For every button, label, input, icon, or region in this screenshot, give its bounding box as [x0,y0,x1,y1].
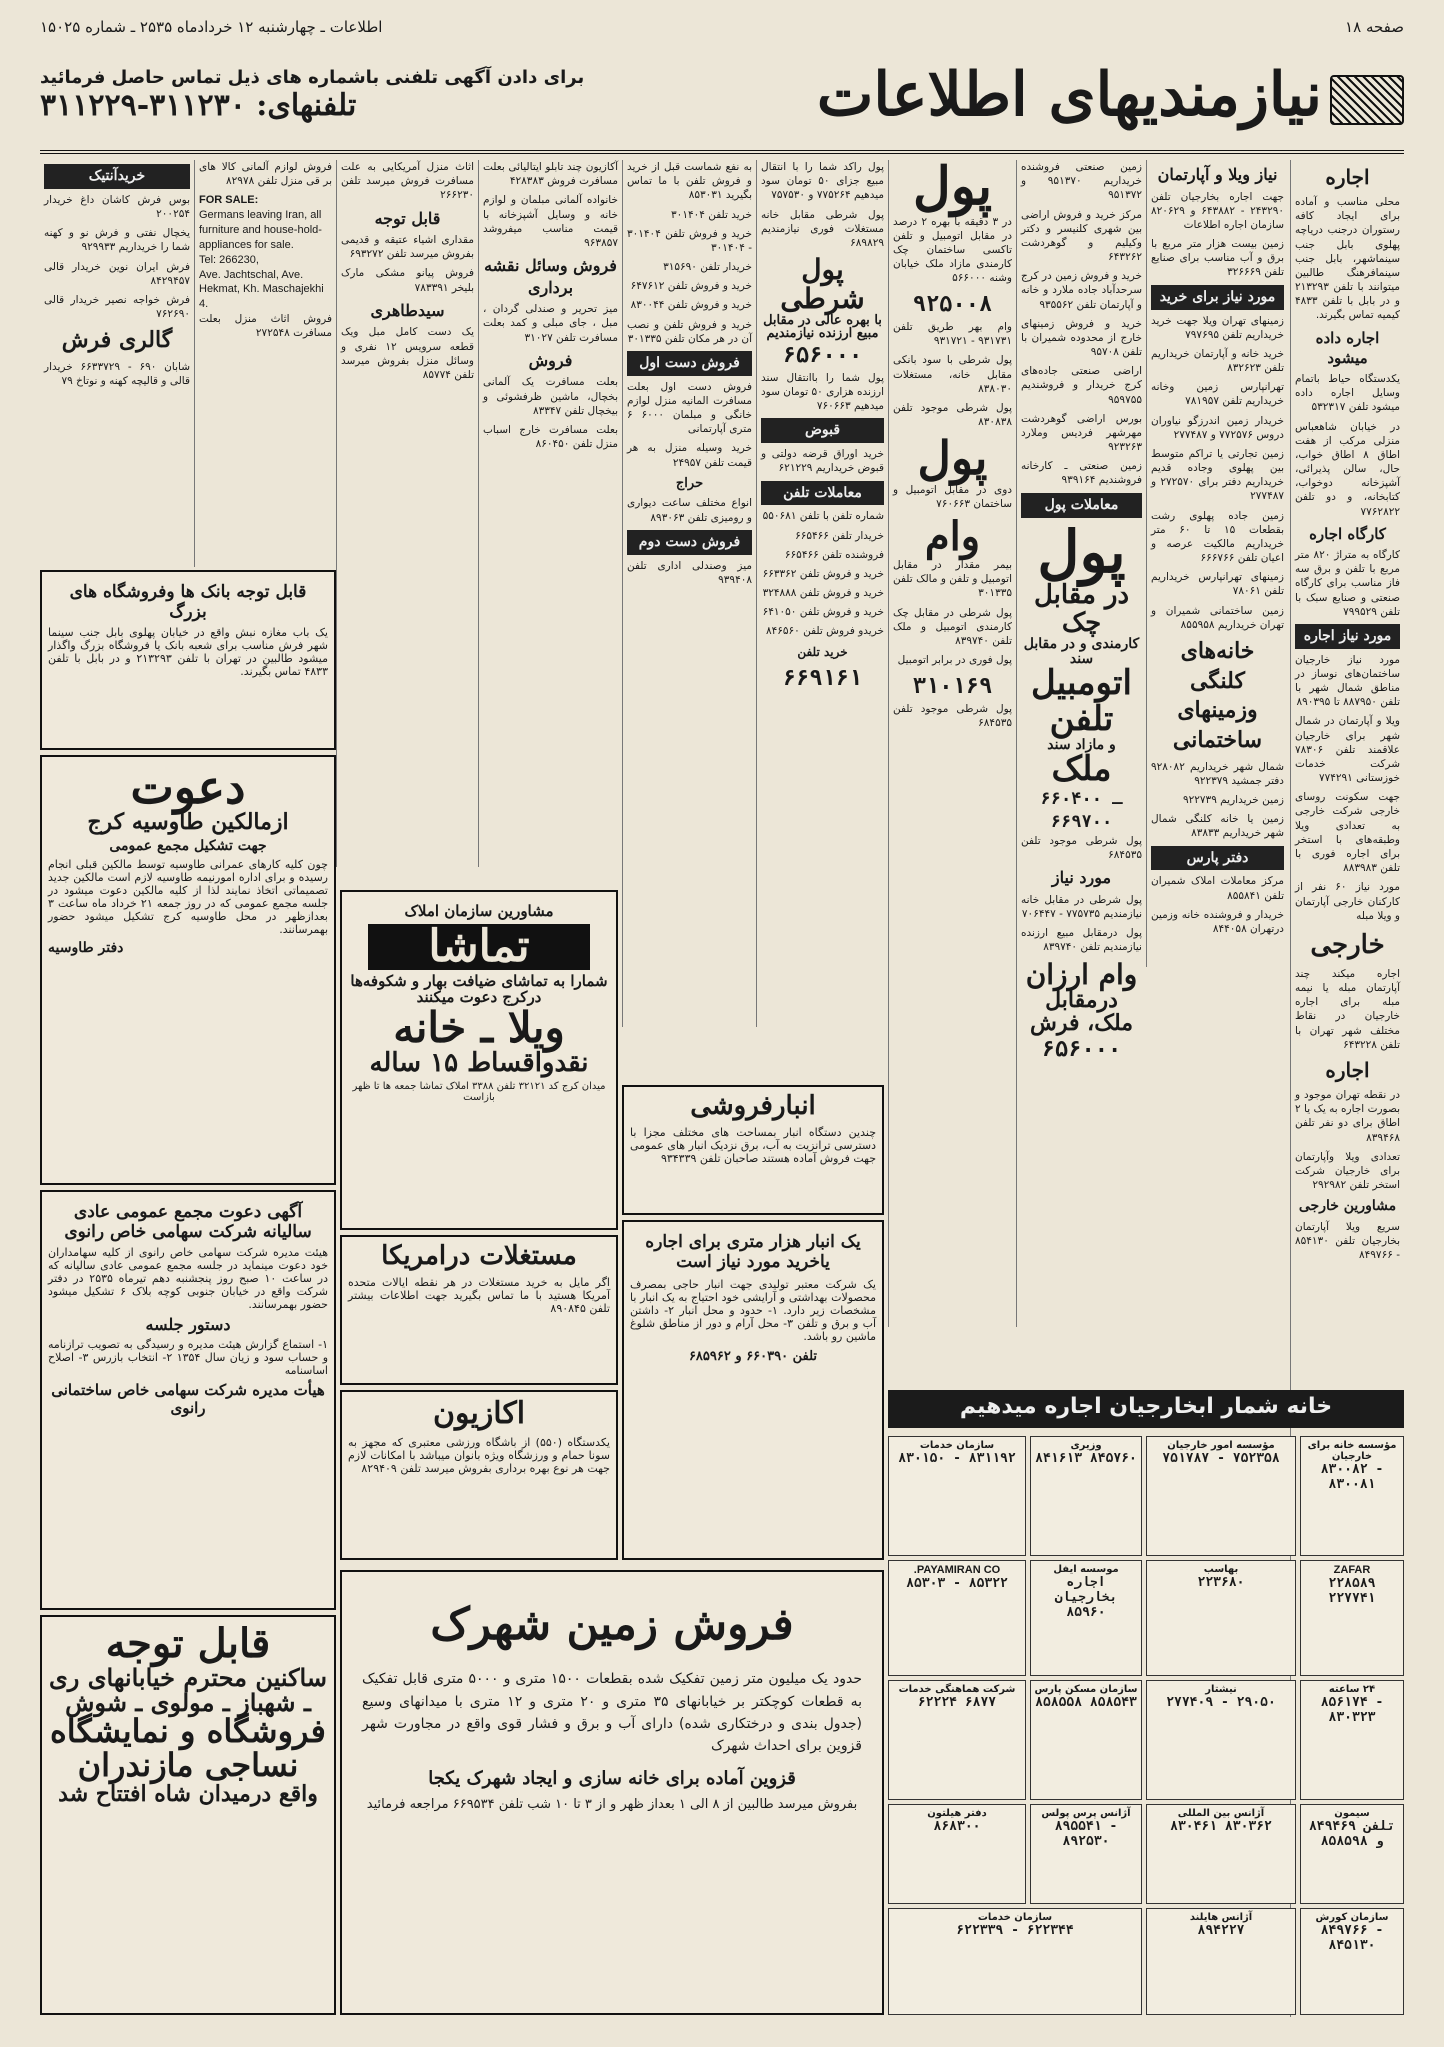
ad-text: در خیابان شاهعباس منزلی مرکب از هفت اطاق ۸ اطاق خواب، حال، سالن پذیرائی، آشپزخانه دوخواب، کتابخانه، و دو تلفن ۷۷۶۲۸۲۲ [1295,420,1400,518]
heading-advisors: مشاورین خارجی [1298,1198,1397,1215]
money-title: پول [912,160,993,217]
ad-text: زمین خریداریم ۹۲۲۷۳۹ [1183,794,1284,807]
ad-text: خرید و فروش زمین در کرج سرحدآباد جاده ملارد و خانه و آپارتمان تلفن ۹۳۵۵۶۲ [1021,270,1142,311]
ad-text: فروش دست اول بعلت مسافرت المانیه منزل لوازم خانگی و مبلمان ۶۰۰۰ ۶ متری آپارتمانی [627,380,752,436]
usa-title: مستغلات درامریکا [381,1241,577,1271]
ad-text: زمینهای تهران ویلا جهت خرید خریداریم تلفن ۷۹۷۶۹۵ [1151,314,1284,341]
ad-text: پول شما را باانتقال سند ارزنده هزاری ۵۰ تومان سود میدهیم ۷۶۰۶۶۳ [761,371,884,413]
english-ad [199,193,332,312]
invitation-notice [40,755,336,1185]
warehouse-rent-phones: تلفن ۶۶۰۳۹۰ و ۶۸۵۹۶۲ [688,1349,818,1364]
column-2 [1146,160,1288,967]
heading-survey-sale: فروش وسائل نقشه برداری [484,256,617,297]
column-10 [40,160,194,567]
cond-money: پول شرطی [780,253,865,316]
ad-text: ویلا و آپارتمان در شمال شهر برای خارجیان علاقمند تلفن ۷۸۳۰۶ شرکت خدمات خوزستانی ۷۷۴۲۹۱ [1295,715,1400,785]
warehouse-rent-body: یک شرکت معتبر تولیدی جهت انبار حاجی بمصرف محصولات بهداشتی و آرایشی خود احتیاج به یک انبار با مشخصات زیر دارد. ۱- حدود و محل انبار ۲- داشتن آب و برق و تلفن ۳- محل آرام و دور از مناطق شلوغ ماشین رو باشد. [630,1278,877,1343]
money-deed: و مازاد سند [1047,736,1116,753]
column-7 [478,160,622,867]
invite-sign: دفتر طاوسیه [48,940,124,957]
attention-store: فروشگاه و نمایشگاه [50,1712,326,1751]
cheap-loan-against: درمقابل [1045,987,1118,1013]
loan-title: وام [924,512,981,560]
ad-text: آکازیون چند تابلو ایتالیائی بعلت مسافرت فروش ۴۲۸۳۸۳ [483,161,618,188]
money-phone: تلفن [1049,699,1114,740]
dateline: اطلاعات ـ چهارشنبه ۱۲ خردادماه ۲۵۳۵ ـ شماره ۱۵۰۲۵ [40,18,383,36]
cond-money-desc: با بهره عالی در مقابل مبیع ارزنده نیازمندیم [763,312,882,342]
ad-text: خرید تلفن ۳۰۱۴۰۴ [671,208,752,221]
ad-text: خرید و فروش تلفن ۸۳۰۰۴۴ [630,299,752,312]
cond-money-phone: ۶۵۶۰۰۰ [782,343,863,369]
usa-body: اگر مایل به خرید مستغلات در هر نقطه ایالات متحده آمریکا هستید با ما تماس بگیرید جهت اطلاعات بیشتر تلفن ۸۹۰۸۴۵ [348,1276,610,1316]
rental-ad-8: PAYAMIRAN CO. ۸۵۳۰۳ - ۸۵۳۲۲ [888,1560,1026,1676]
ad-text: شابان ۶۹۰ - ۶۶۳۳۷۲۹ خریدار قالی و قالیچه کهنه و نوتاخ ۷۹ [44,360,191,388]
shahrak-body: حدود یک میلیون متر زمین تفکیک شده بقطعات ۱۵۰۰ متری و ۵۰۰۰ متری قابل تفکیک به قطعات کوچکتر بر خیابانهای ۳۵ متری و ۲۰ متری و ۱۲ متری با میدانهای وسیع (جدول بندی و درختکاری شده) دارای آب و برق و فشار قوی واقع در مجاورت شهر قزوین برای احداث شهرک [362,1671,862,1755]
rental-ad-9: ۲۴ ساعته ۸۵۶۱۷۴ - ۸۳۰۳۲۳ [1300,1680,1404,1800]
heading-rent-2: اجاره [1325,1057,1370,1082]
big-phone-label: خرید تلفن [797,644,848,659]
rental-ad-15: آژانس پرس پولس ۸۹۵۵۴۱ - ۸۹۲۵۳۰ [1030,1804,1142,1904]
rental-ad-17: سازمان کورش ۸۴۹۷۶۶ - ۸۴۵۱۳۰ [1300,1908,1404,2015]
invite-sub: ازمالکین طاوسیه کرج [87,809,289,836]
ad-text: میز وصندلی اداری تلفن ۹۳۹۴۰۸ [627,559,752,586]
ad-text: پول فوری در برابر اتومبیل [897,654,1012,667]
usa-realty-ad [340,1235,618,1385]
ad-text: خرید و فروش تلفن ۶۶۳۳۶۲ [762,567,884,580]
heading-first-hand: فروش دست اول [627,351,752,376]
agenda-title: دستور جلسه [145,1315,231,1334]
ad-text: به نفع شماست قبل از خرید و فروش تلفن با ما تماس بگیرید ۸۵۳۰۳۱ [627,161,752,202]
attention-name: نساجی مازندران [77,1745,299,1784]
ad-text: مرکز خرید و فروش اراضی بین شهری کلنیسر و دکتر وکیلیم و گوهردشت ۶۴۳۲۶۲ [1021,208,1142,264]
ad-text: خریدار تلفن ۳۱۵۶۹۰ [663,261,752,274]
ad-text: اراضی صنعتی جاده‌های کرج خریدار و فروشندیم ۹۵۹۷۵۵ [1021,365,1142,406]
rental-ad-14: آژانس بین المللی ۸۳۰۴۶۱ ۸۳۰۳۶۲ [1146,1804,1296,1904]
notice-body: هیئت مدیره شرکت سهامی خاص رانوی از کلیه سهامداران خود دعوت مینماید در جلسه مجمع عمومی عادی سالیانه که در ساعت ۱۰ صبح روز پنجشنبه دهم تیرماه ۲۵۳۵ در دفتر شرکت واقع در خیابان جنوبی کوچه بلاک ۶ تشکیل میشود حضور بهمرسانند. [48,1246,328,1311]
agenda-body: ۱- استماع گزارش هیئت مدیره و رسیدگی به تصویب ترازنامه و حساب سود و زیان سال ۱۳۵۴ ۲- انتخاب بازرس ۳- اصلاح اساسنامه [48,1338,329,1377]
gallery-title: گالری فرش [61,327,173,354]
ad-text: محلی مناسب و آماده برای ایجاد کافه رستوران درجنب دریاچه پهلوی بابل جنب سینماشهر، بابل جنب سینمافرهنگ طالبین میتوانند با تلفن ۲۱۳۲۹۳ و در بابل با تلفن ۴۸۳۳ کیمیه تماس بگیرند. [1295,196,1400,322]
rentals-banner: خانه شمار ابخارجیان اجاره میدهیم [888,1390,1404,1428]
tamasha-terms: نقدواقساط ۱۵ ساله [369,1047,589,1078]
ad-text: فروش اثاث منزل بعلت مسافرت ۲۷۲۵۴۸ [199,313,332,340]
tamasha-body: شمارا به تماشای ضیافت بهار و شکوفه‌ها درکرج دعوت میکنند [350,972,608,1006]
ad-text: زمین صنعتی فروشنده خریداریم ۹۵۱۳۷۰ و ۹۵۱۳۷۲ [1021,161,1142,202]
cheap-loan-goods: ملک، فرش [1029,1010,1134,1037]
money-staff: کارمندی و در مقابل سند [1023,635,1140,667]
ad-text: خرید خانه و آپارتمان خریداریم تلفن ۸۳۲۶۲۳ [1151,347,1284,375]
rental-ad-3: وزیری ۸۴۱۶۱۳ ۸۴۵۷۶۰ [1030,1436,1142,1556]
ad-text: یک دست کامل مبل ویک قطعه سرویس ۱۲ نفری و وسائل منزل بفروش میرسد تلفن ۸۵۷۷۴ [341,326,474,381]
rental-ad-6: بهاسب ۲۲۳۶۸۰ [1146,1560,1296,1676]
ad-text: تعدادی ویلا وآپارتمان برای خارجیان شرکت استخر تلفن ۲۹۲۹۸۲ [1295,1150,1400,1192]
rental-ad-5: ZAFAR ۲۲۸۵۸۹ ۲۲۷۷۴۱ [1300,1560,1404,1676]
warehouse-body: چندین دستگاه انبار بمساحت های مختلف مجزا با دسترسی ترانزیت به آب، برق نزدیک انبار های عمومی جهت فروش آماده هستند صاحبان تلفن ۹۳۴۳۳۹ [630,1126,876,1166]
shahrak-title: فروش زمین شهرک [430,1599,794,1650]
column-4 [888,160,1016,1327]
heading-need-buy: مورد نیاز برای خرید [1151,285,1284,310]
invite-title: دعوت [130,760,246,814]
invite-body: چون کلیه کارهای عمرانی طاوسیه توسط مالکین قبلی انجام رسیده و برای اداره امورنیمه طاوسیه لازم است مالکین جدید تصمیماتی اتخاذ نمایند لذا از کلیه مالکین دعوت میشود در جلسه مجمع عمومی که در روز جمعه ۲۱ خرداد ماه ساعت ۳ بعدازظهر در محل طاوسیه کرج تشکیل میشود حضور بهمرسانند. [48,858,328,937]
column-3 [1016,160,1146,1327]
heading-need: مورد نیاز [1051,868,1112,888]
ad-text: پول شرطی مقابل خانه مستغلات فوری نیازمندیم ۶۸۹۸۲۹ [761,208,884,249]
ad-text: زمین جاده پهلوی رشت بقطعات ۱۵ تا ۶۰ متر خریداریم مالکیت عرصه و اعیان تلفن ۶۶۶۷۶۶ [1151,509,1284,565]
ad-text: مورد نیاز خارجیان ساختمان‌های نوساز در مناطق شمال شهر با تلفن ۸۸۷۹۵۰ تا ۸۹۰۳۹۵ [1295,653,1400,709]
english-ad-title: FOR SALE: [199,194,259,207]
ad-text: تهرانپارس زمین وخانه خریداریم تلفن ۷۸۱۹۵۷ [1151,381,1284,408]
money-car: اتومبیل [1031,663,1132,704]
ad-text: خرید اوراق قرضه دولتی و قبوض خریداریم ۶۲۱۲۲۹ [761,448,884,475]
masthead [40,40,1404,154]
occasion-ad [340,1390,618,1560]
ad-text: بعلت مسافرت یک آلمانی بخچال، ماشین ظرفشوئی و بیخچال تلفن ۸۳۳۴۷ [483,376,618,417]
ad-text: مقداری اشیاء عتیقه و قدیمی بفروش میرسد تلفن ۶۹۳۲۷۲ [341,234,474,261]
rental-ad-7: موسسه ایفل اجاره بخارجیان ۸۵۹۶۰ [1030,1560,1142,1676]
ad-text: شمال شهر خریداریم ۹۲۸۰۸۲ دفتر جمشید ۹۲۲۳۷۹ [1151,760,1284,787]
tamasha-ad [340,890,618,1230]
shahrak-phone: بفروش میرسد طالبین از ۸ الی ۱ بعداز ظهر و از ۳ تا ۱۰ شب تلفن ۶۶۹۵۳۴ مراجعه فرمائید [366,1796,858,1812]
heading-sayed: سیدطاهری [370,300,445,320]
ad-text: کارگاه به متراژ ۸۲۰ متر مربع با تلفن و برق سه فاز مناسب برای کارگاه صنعتی و صنایع سبک با تلفن ۷۹۹۵۲۹ [1295,549,1400,618]
ad-text: یخچال نفتی و فرش نو و کهنه شما را خریداریم ۹۲۹۹۳۳ [44,227,190,254]
page-label: صفحه ۱۸ [1345,18,1404,36]
ad-text: فروشنده تلفن ۶۶۵۴۶۶ [784,548,884,561]
tamasha-top: مشاورین سازمان املاک [404,902,554,920]
page-strip [40,12,1404,42]
heading-phone-deals: معاملات تلفن [761,481,884,506]
ad-text: خرید و فروش زمینهای خارج از محدوده شمیران با تلفن ۹۵۷۰۸ [1021,317,1142,359]
money-title-2: پول [917,431,988,486]
occasion-body: یکدستگاه (۵۵۰) از باشگاه ورزشی معتبری که مجهز به سونا حمام و ورزشگاه ویژه بانوان میباشد با امکانات لازم جهت هر نوع بهره برداری بفروش میرسد تلفن ۸۲۹۴۰۹ [348,1435,610,1475]
heading-houses: خانه‌های کلنگی وزمینهای ساختمانی [1172,637,1263,754]
banks-notice [40,570,336,750]
column-8 [336,160,478,867]
ettelaat-logo-icon [1330,75,1404,125]
assembly-notice [40,1190,336,1610]
rental-ad-1: مؤسسه خانه برای خارجیان ۸۳۰۰۸۲ - ۸۳۰۰۸۱ [1300,1436,1404,1556]
ad-text: پول راکد شما را با انتقال مبیع جزای ۵۰ تومان سود میدهیم ۷۷۵۲۶۴ و ۷۵۷۵۳۰ [761,161,884,202]
tamasha-brand: تماشا [368,924,590,970]
heading-attention: قابل توجه [374,208,441,228]
ad-text: خریدار تلفن ۶۶۵۴۶۶ [795,529,884,542]
ad-text: اثاث منزل آمریکایی به علت مسافرت فروش میرسد تلفن ۲۶۶۲۳۰ [341,161,474,202]
ad-text: جهت سکونت روسای خارجی شرکت خارجی به تعدادی ویلا وطبقه‌های با استخر برای اجاره فوری با تلفن ۸۸۳۹۸۳ [1295,791,1400,875]
tamasha-address: میدان کرج کد ۳۲۱۲۱ تلفن ۳۳۸۸ املاک تماشا جمعه ها تا ظهر بازاست [352,1081,606,1104]
warehouse-title: انبارفروشی [690,1091,816,1121]
notice-title: آگهی دعوت مجمع عمومی عادی سالیانه شرکت سهامی خاص رانوی [64,1202,312,1242]
big-number-1: ۹۲۵۰۰۸ [912,292,993,318]
ad-text: سریع ویلا آپارتمان بخارجیان تلفن ۸۵۴۱۳۰ - ۸۴۹۷۶۶ [1295,1221,1400,1262]
ad-text: مورد نیاز ۶۰ نفر از کارکنان خارجی آپارتمان و ویلا مبله [1295,881,1400,922]
english-ad-address: Ave. Jachtschal, Ave. Hekmat, Kh. Maschajekhi 4. [199,268,324,311]
ad-text: مرکز معاملات املاک شمیران تلفن ۸۵۵۸۴۱ [1151,875,1284,902]
english-ad-tel: Tel: 266230, [199,253,259,266]
big-money-word: پول [1037,517,1126,586]
ad-text: بورس اراضی گوهردشت مهرشهر فردیس وملارد ۹۲۳۲۶۳ [1021,412,1142,454]
heading-workshop: کارگاه اجاره [1309,524,1386,543]
ad-text: زمین بیست هزار متر مربع با برق و آب مناسب برای صنایع تلفن ۳۲۶۶۶۹ [1151,238,1284,279]
ad-text: بوس فرش کاشان داغ خریدار ۲۰۰۲۵۴ [44,193,190,221]
ad-text: شماره تلفن با تلفن ۵۵۰۶۸۱ [762,510,884,523]
ad-text: خرید و فروش تلفن ۶۴۱۰۵۰ [762,606,884,619]
heading-auction: حراج [675,475,704,491]
ad-text: میز تحریر و صندلی گردان ، مبل ، جای مبلی و کمد بعلت مسافرت تلفن ۳۱۰۲۷ [483,303,618,344]
heading-need-rent: مورد نیاز اجاره [1295,624,1400,649]
heading-money-deals: معاملات پول [1021,493,1142,518]
rental-ad-2: مؤسسه امور خارجیان ۷۵۱۷۸۷ - ۷۵۲۳۵۸ [1146,1436,1296,1556]
heading-sale: فروش [528,350,573,370]
ad-text: خریدار و فروشنده خانه وزمین درتهران ۸۴۴۰۵۸ [1151,908,1284,935]
money-phones: ۶۶۰۴۰۰ ـ ۶۶۹۷۰۰ [1040,789,1123,833]
ad-text: زمین صنعتی ـ کارخانه فروشندیم ۹۳۹۱۶۴ [1021,460,1142,487]
ad-text: پول شرطی موجود تلفن ۸۳۰۸۳۸ [893,402,1012,429]
big-phone-number: ۶۶۹۱۶۱ [782,665,863,691]
ad-text: دوی در مقابل اتومبیل و ساختمان ۷۶۰۶۶۳ [893,483,1012,510]
warehouse-rent-title: یک انبار هزار متری برای اجاره یاخرید مورد نیاز است [645,1232,861,1272]
ad-text: خرید وسیله منزل به هر قیمت تلفن ۲۴۹۵۷ [627,442,752,469]
ad-text: وام بهر طریق تلفن ۹۳۱۷۳۱ - ۹۳۱۷۲۱ [893,321,1012,348]
banks-title: قابل توجه بانک ها وفروشگاه های بزرگ [69,582,307,622]
ad-text: زمین تجارتی یا تراکم متوسط بین پهلوی وجاده قدیم خریداریم دفتر برای ۲۷۲۵۷۰ و ۲۷۷۴۸۷ [1151,447,1284,503]
warehouse-sale-ad [622,1085,884,1215]
occasion-title: اکازیون [432,1396,526,1431]
ad-text: انواع مختلف ساعت دیواری و رومیزی تلفن ۸۹۳۰۶۳ [627,497,752,524]
heading-villa: نیاز ویلا و آپارتمان [1157,165,1278,184]
rental-ad-18: آژانس هایلند ۸۹۴۲۲۷ [1146,1908,1296,2015]
ad-text: بیمر مقدار در مقابل اتومبیل و تلفن و مالک تلفن ۳۰۱۳۳۵ [893,558,1012,600]
phone-instruction: برای دادن آگهی تلفنی باشماره های ذیل تماس حاصل فرمائید [40,67,585,88]
masthead-title: نیازمندیهای اطلاعات [817,60,1404,130]
column-5 [756,160,888,1027]
ad-text: خریدو فروش تلفن ۸۴۶۵۶۰ [765,625,884,638]
ad-text: در ۳ دقیقه با بهره ۲ درصد در مقابل اتومبیل و تلفن تاکسی ساختمان چک کارمندی مازاد ملک خیابان وشنه ۵۶۶۰۰۰ [893,215,1012,285]
rental-ad-4: سازمان خدمات ۸۳۰۱۵۰ - ۸۳۱۱۹۲ [888,1436,1026,1556]
attention-title: قابل توجه [105,1620,271,1667]
rental-ad-10: نیشتار ۲۷۷۴۰۹ - ۲۹۰۵۰ [1146,1680,1296,1800]
ad-text: فروش لوازم آلمانی کالا های بر قی منزل تلفن ۸۲۹۷۸ [199,161,332,188]
ad-text: خرید و فروش تلفن ۳۲۴۸۸۸ [762,587,884,600]
invite-heading: جهت تشکیل مجمع عمومی [109,838,267,855]
money-property: ملک [1051,749,1112,790]
ad-text: زمینهای تهرانپارس خریداریم تلفن ۷۸۰۶۱ [1151,571,1284,598]
tamasha-villa: ویلا ـ خانه [393,1002,565,1052]
ad-text: خانواده آلمانی مبلمان و لوازم خانه و وسایل آشپزخانه با قیمت مناسب میفروشد ۹۶۳۸۵۷ [483,194,618,249]
heading-rent: اجاره [1325,165,1370,189]
ad-text: فرش ایران نوین خریدار قالی ۸۴۲۹۴۵۷ [44,260,190,287]
phone-numbers: تلفنهای: ۳۱۱۲۳۰-۳۱۱۲۲۹ [40,88,357,123]
heading-antique: خریدآنتیک [44,164,190,189]
cheap-loan-phone: ۶۵۶۰۰۰ [1041,1037,1122,1063]
money-against-cheque: در مقابل چک [1033,580,1130,638]
ad-text: پول درمقابل مبیع ارزنده نیازمندیم تلفن ۸۳۹۷۴۰ [1021,927,1142,954]
ad-text: پول شرطی موجود تلفن ۶۸۴۵۳۵ [893,702,1012,730]
column-9 [194,160,336,567]
ad-text: خرید و فروش تلفن و نصب آن در هر مکان تلفن ۳۰۱۳۳۵ [627,318,752,345]
notice-sign: هیأت مدیره شرکت سهامی خاص ساختمانی رانوی [51,1381,325,1417]
ad-text: جهت اجاره بخارجیان تلفن ۲۴۳۲۹۰ - ۶۴۳۸۸۲ و ۸۲۰۶۲۹ سازمان اجاره اطلاعات [1151,190,1284,231]
ad-text: فروش پیانو مشکی مارک بلیخر ۷۸۳۳۹۱ [341,267,474,294]
rental-ad-11: سازمان مسکن پارس ۸۵۸۵۵۸ ۸۵۸۵۴۳ [1030,1680,1142,1800]
rental-ad-16: دفتر هیلتون ۸۶۸۳۰۰ [888,1804,1026,1904]
heading-second-hand: فروش دست دوم [627,530,752,555]
ad-text: اجاره میکند چند آپارتمان مبله یا نیمه مبله برای اجاره خارجیان در نقاط مختلف شهر تهران با تلفن ۶۴۳۲۲۸ [1295,967,1400,1051]
rental-ad-12: شرکت هماهنگی خدمات ۶۲۲۲۴ ۶۸۷۷ [888,1680,1026,1800]
attention-body: ساکنین محترم خیابانهای ری ـ شهباز ـ مولوی ـ شوش [49,1663,327,1718]
ad-text: خرید و فروش تلفن ۶۴۷۶۱۲ [630,280,752,293]
ad-text: خریدار زمین اندرزگو نیاوران دروس ۷۷۲۵۷۶ و ۲۷۷۴۸۷ [1151,414,1284,441]
shahrak-land-ad [340,1570,884,2015]
shahrak-sub: قزوین آماده برای خانه سازی و ایجاد شهرک یکجا [428,1767,796,1789]
ad-text: پول شرطی با سود بانکی مقابل خانه، مستغلات ۸۳۸۰۳۰ [893,354,1012,395]
ad-text: در نقطه تهران موجود و بصورت اجاره به یک یا ۲ اطاق برای دو نفر تلفن ۸۳۹۴۶۸ [1295,1088,1400,1144]
english-ad-body: Germans leaving Iran, all furniture and house-hold-appliances for sale. [199,209,322,251]
ad-text: زمین یا خانه کلنگی شمال شهر خریداریم ۸۳۸۳۳ [1151,813,1284,840]
heading-pars-office: دفتر پارس [1151,846,1284,871]
rental-ad-13: سیمون تلفن ۸۴۹۴۶۹ و ۸۵۸۵۹۸ [1300,1804,1404,1904]
ad-text: بعلت مسافرت خارج اسباب منزل تلفن ۸۶۰۴۵۰ [483,423,618,451]
ad-text: پول شرطی موجود تلفن ۶۸۴۵۳۵ [1021,834,1142,862]
column-6 [622,160,756,1027]
ad-text: یکدستگاه حیاط باتمام وسایل اجاره داده میشود تلفن ۵۳۲۳۱۷ [1295,373,1400,414]
attention-location: واقع درمیدان شاه افتتاح شد [58,1780,318,1807]
cheap-loan: وام ارزان [1025,957,1138,991]
heading-foreign: خارجی [1310,929,1385,960]
masthead-phones [40,67,584,123]
ad-text: پول شرطی در مقابل خانه نیازمندیم ۷۷۵۷۳۵ - ۷۰۶۴۴۷ [1021,893,1142,921]
attention-ad [40,1615,336,2015]
heading-cheques: قبوض [761,418,884,443]
ad-text: زمین ساختمانی شمیران و تهران خریداریم ۸۵۵۹۵۸ [1151,604,1284,631]
banks-body: یک باب مغازه نبش واقع در خیابان پهلوی بابل جنب سینما شهر فرش مناسب برای شعبه بانک یا فروشگاه بزرگ واگذار میشود طالبین در تهران با تلفن ۲۱۳۲۹۳ و در بابل با تلفن ۴۸۳۳ تماس بگیرند. [48,626,328,678]
heading-rent-given: اجاره داده میشود [1315,328,1380,367]
ad-text: پول شرطی در مقابل چک کارمندی اتومبیل و ملک تلفن ۸۳۹۷۴۰ [893,606,1012,647]
ad-text: فرش خواجه نصیر خریدار قالی ۷۶۲۶۹۰ [44,293,190,321]
rental-ad-19: سازمان خدمات ۶۲۲۳۳۹ - ۶۲۲۳۴۴ [888,1908,1142,2015]
ad-text: خرید و فروش تلفن ۳۰۱۴۰۴ - ۳۰۱۴۰۴ [627,227,752,254]
big-number-2: ۳۱۰۱۶۹ [912,674,993,700]
warehouse-rent-ad [622,1220,884,1560]
